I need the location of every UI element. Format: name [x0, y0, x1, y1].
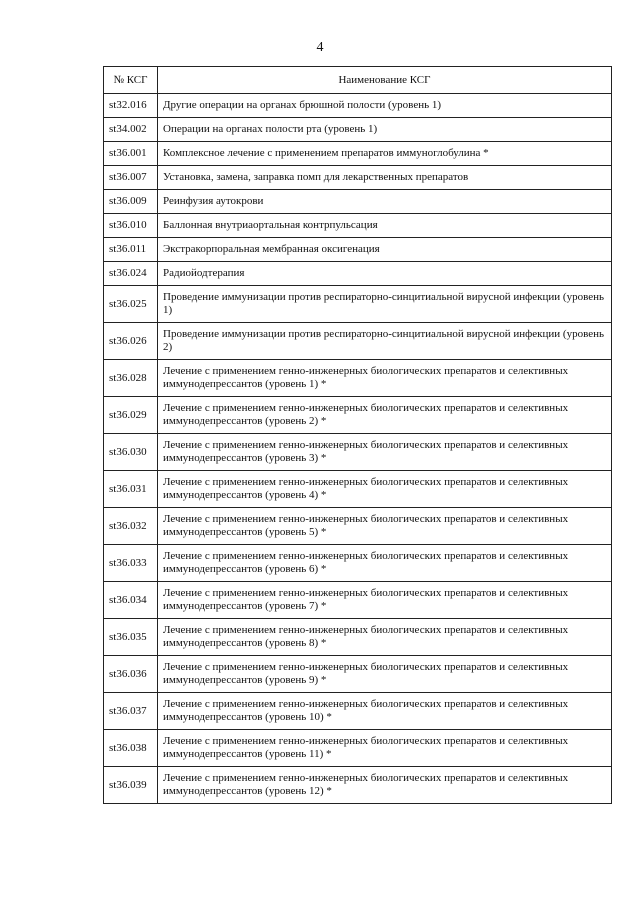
table-row	[104, 262, 612, 286]
ksg-code: st36.036	[104, 656, 158, 693]
ksg-code: st32.016	[104, 94, 158, 118]
ksg-code: st36.029	[104, 397, 158, 434]
ksg-code: st36.038	[104, 730, 158, 767]
table-row	[104, 397, 612, 434]
ksg-name: Лечение с применением генно-инженерных биологических препаратов и селективных иммунодепрессантов (уровень 11) *	[158, 730, 612, 767]
table-body	[104, 94, 612, 804]
ksg-name: Экстракорпоральная мембранная оксигенация	[158, 238, 612, 262]
ksg-name: Реинфузия аутокрови	[158, 190, 612, 214]
ksg-name: Лечение с применением генно-инженерных биологических препаратов и селективных иммунодепрессантов (уровень 5) *	[158, 508, 612, 545]
ksg-code: st36.010	[104, 214, 158, 238]
ksg-name: Лечение с применением генно-инженерных биологических препаратов и селективных иммунодепрессантов (уровень 2) *	[158, 397, 612, 434]
table-row	[104, 767, 612, 804]
table-row	[104, 545, 612, 582]
ksg-name: Лечение с применением генно-инженерных биологических препаратов и селективных иммунодепрессантов (уровень 6) *	[158, 545, 612, 582]
table-row	[104, 360, 612, 397]
table-row	[104, 656, 612, 693]
ksg-code: st36.031	[104, 471, 158, 508]
table-row	[104, 118, 612, 142]
ksg-code: st36.034	[104, 582, 158, 619]
header-name: Наименование КСГ	[158, 67, 612, 94]
ksg-name: Комплексное лечение с применением препаратов иммуноглобулина *	[158, 142, 612, 166]
table-row	[104, 323, 612, 360]
table-row	[104, 693, 612, 730]
ksg-name: Лечение с применением генно-инженерных биологических препаратов и селективных иммунодепрессантов (уровень 8) *	[158, 619, 612, 656]
table-row	[104, 582, 612, 619]
ksg-code: st36.007	[104, 166, 158, 190]
table-row	[104, 286, 612, 323]
ksg-table	[103, 66, 612, 804]
ksg-name: Лечение с применением генно-инженерных биологических препаратов и селективных иммунодепрессантов (уровень 9) *	[158, 656, 612, 693]
ksg-code: st36.033	[104, 545, 158, 582]
ksg-name: Лечение с применением генно-инженерных биологических препаратов и селективных иммунодепрессантов (уровень 1) *	[158, 360, 612, 397]
ksg-code: st36.026	[104, 323, 158, 360]
ksg-name: Лечение с применением генно-инженерных биологических препаратов и селективных иммунодепрессантов (уровень 10) *	[158, 693, 612, 730]
ksg-name: Другие операции на органах брюшной полости (уровень 1)	[158, 94, 612, 118]
table-row	[104, 730, 612, 767]
table-row	[104, 142, 612, 166]
ksg-code: st34.002	[104, 118, 158, 142]
ksg-name: Лечение с применением генно-инженерных биологических препаратов и селективных иммунодепрессантов (уровень 3) *	[158, 434, 612, 471]
ksg-name: Радиойодтерапия	[158, 262, 612, 286]
ksg-code: st36.039	[104, 767, 158, 804]
table-row	[104, 238, 612, 262]
ksg-code: st36.028	[104, 360, 158, 397]
ksg-name: Лечение с применением генно-инженерных биологических препаратов и селективных иммунодепрессантов (уровень 12) *	[158, 767, 612, 804]
ksg-name: Проведение иммунизации против респираторно-синцитиальной вирусной инфекции (уровень 1)	[158, 286, 612, 323]
table-header	[104, 67, 612, 94]
ksg-code: st36.001	[104, 142, 158, 166]
ksg-name: Операции на органах полости рта (уровень 1)	[158, 118, 612, 142]
ksg-code: st36.030	[104, 434, 158, 471]
ksg-code: st36.025	[104, 286, 158, 323]
ksg-code: st36.035	[104, 619, 158, 656]
page-number: 4	[316, 40, 324, 55]
ksg-name: Лечение с применением генно-инженерных биологических препаратов и селективных иммунодепрессантов (уровень 4) *	[158, 471, 612, 508]
table-row	[104, 471, 612, 508]
ksg-code: st36.032	[104, 508, 158, 545]
ksg-name: Лечение с применением генно-инженерных биологических препаратов и селективных иммунодепрессантов (уровень 7) *	[158, 582, 612, 619]
header-row	[104, 67, 612, 94]
table-row	[104, 94, 612, 118]
table-row	[104, 508, 612, 545]
table-row	[104, 214, 612, 238]
table-row	[104, 434, 612, 471]
ksg-name: Проведение иммунизации против респираторно-синцитиальной вирусной инфекции (уровень 2)	[158, 323, 612, 360]
ksg-name: Установка, замена, заправка помп для лекарственных препаратов	[158, 166, 612, 190]
table-row	[104, 166, 612, 190]
header-code: № КСГ	[104, 67, 158, 94]
table-row	[104, 619, 612, 656]
ksg-code: st36.024	[104, 262, 158, 286]
ksg-code: st36.037	[104, 693, 158, 730]
table-row	[104, 190, 612, 214]
ksg-code: st36.009	[104, 190, 158, 214]
ksg-name: Баллонная внутриаортальная контрпульсация	[158, 214, 612, 238]
ksg-code: st36.011	[104, 238, 158, 262]
